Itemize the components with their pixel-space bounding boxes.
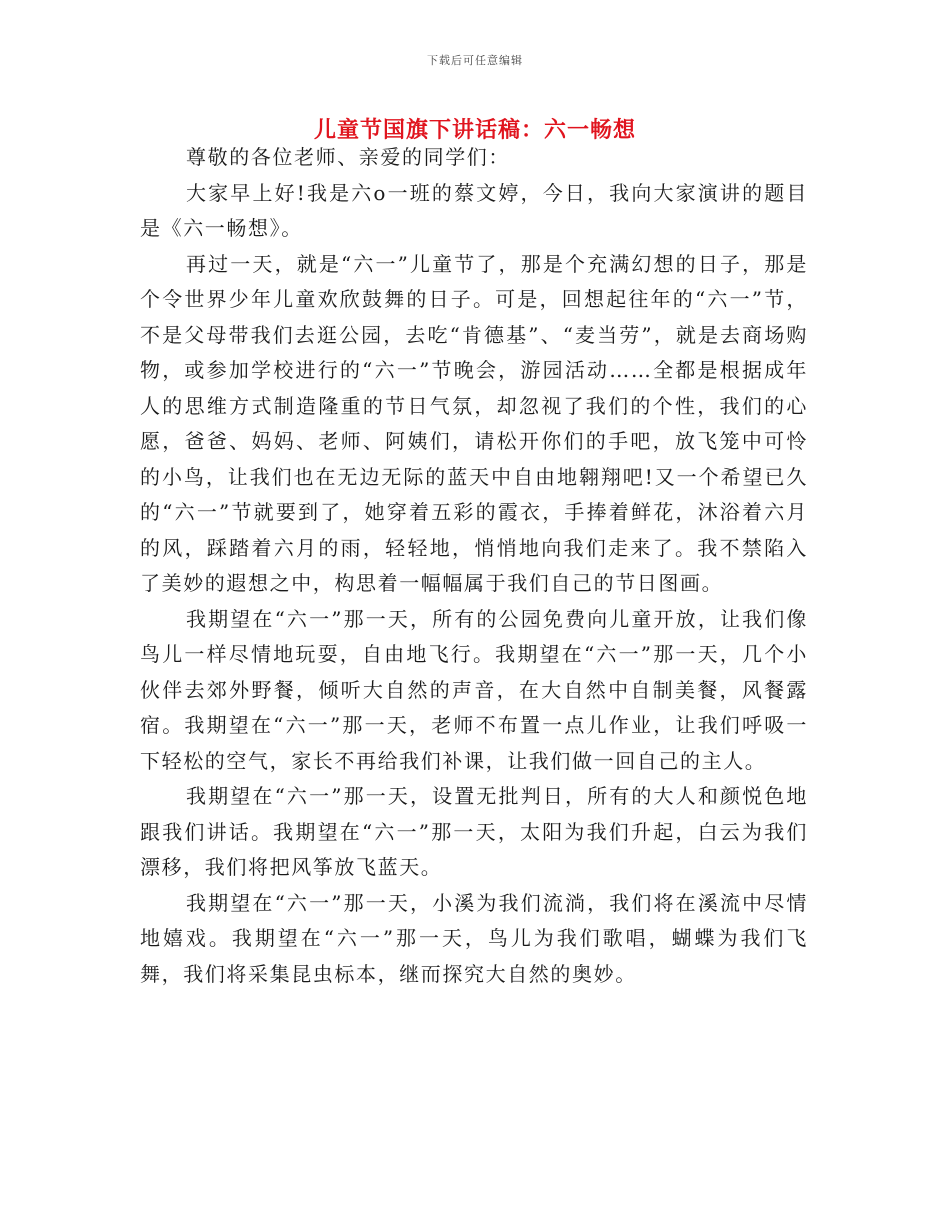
document-title: 儿童节国旗下讲话稿：六一畅想 bbox=[313, 118, 636, 143]
document-body bbox=[140, 140, 808, 992]
paragraph-salutation: 尊敬的各位老师、亲爱的同学们： bbox=[186, 145, 510, 169]
page-header-note: 下载后可任意编辑 bbox=[427, 54, 523, 67]
paragraph-greeting: 大家早上好!我是六o一班的蔡文婷，今日，我向大家演讲的题目是《六一畅想》。 bbox=[140, 180, 808, 240]
paragraph-hopes-nature: 我期望在“六一”那一天，小溪为我们流淌，我们将在溪流中尽情地嬉戏。我期望在“六一”那一天，鸟儿为我们歌唱，蝴蝶为我们飞舞，我们将采集昆虫标本，继而探究大自然的奥妙。 bbox=[140, 890, 808, 986]
paragraph-reflection: 再过一天，就是“六一”儿童节了，那是个充满幻想的日子，那是个令世界少年儿童欢欣鼓舞的日子。可是，回想起往年的“六一”节，不是父母带我们去逛公园，去吃“肯德基”、“麦当劳”，就是去商场购物，或参加学校进行的“六一”节晚会，游园活动……全都是根据成年人的思维方式制造隆重的节日气氛，却忽视了我们的个性，我们的心愿，爸爸、妈妈、老师、阿姨们，请松开你们的手吧，放飞笼中可怜的小鸟，让我们也在无边无际的蓝天中自由地翱翔吧!又一个希望已久的“六一”节就要到了，她穿着五彩的霞衣，手捧着鲜花，沐浴着六月的风，踩踏着六月的雨，轻轻地，悄悄地向我们走来了。我不禁陷入了美妙的遐想之中，构思着一幅幅属于我们自己的节日图画。 bbox=[140, 251, 808, 595]
paragraph-hopes-sky: 我期望在“六一”那一天，设置无批判日，所有的大人和颜悦色地跟我们讲话。我期望在“六一”那一天，太阳为我们升起，白云为我们漂移，我们将把风筝放飞蓝天。 bbox=[140, 784, 808, 879]
paragraph-hopes-park: 我期望在“六一”那一天，所有的公园免费向儿童开放，让我们像鸟儿一样尽情地玩耍，自由地飞行。我期望在“六一”那一天，几个小伙伴去郊外野餐，倾听大自然的声音，在大自然中自制美餐，风餐露宿。我期望在“六一”那一天，老师不布置一点儿作业，让我们呼吸一下轻松的空气，家长不再给我们补课，让我们做一回自己的主人。 bbox=[140, 606, 808, 773]
